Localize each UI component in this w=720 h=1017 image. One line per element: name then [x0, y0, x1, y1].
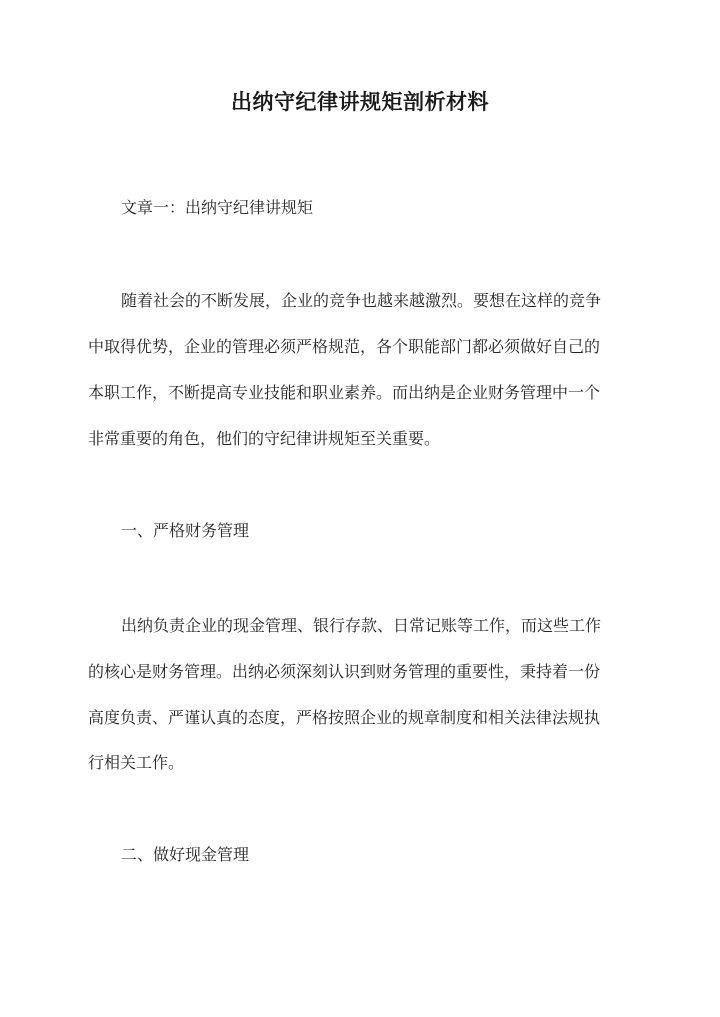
intro-line-4: 非常重要的角色，他们的守纪律讲规矩至关重要。: [88, 429, 441, 448]
section-1-line-4: 行相关工作。: [88, 753, 185, 772]
document-title: 出纳守纪律讲规矩剖析材料: [231, 89, 489, 114]
section-1-line-2: 的核心是财务管理。出纳必须深刻认识到财务管理的重要性，秉持着一份: [88, 662, 601, 681]
intro-line-1: 随着社会的不断发展，企业的竞争也越来越激烈。要想在这样的竞争: [121, 291, 602, 310]
section-1-line-3: 高度负责、严谨认真的态度，严格按照企业的规章制度和相关法律法规执: [88, 708, 601, 727]
article-heading: 文章一：出纳守纪律讲规矩: [121, 198, 314, 217]
section-1-line-1: 出纳负责企业的现金管理、银行存款、日常记账等工作，而这些工作: [121, 616, 602, 635]
section-2-heading: 二、做好现金管理: [121, 845, 250, 864]
intro-line-2: 中取得优势，企业的管理必须严格规范，各个职能部门都必须做好自己的: [88, 337, 601, 356]
intro-line-3: 本职工作，不断提高专业技能和职业素养。而出纳是企业财务管理中一个: [88, 383, 601, 402]
section-1-heading: 一、严格财务管理: [121, 521, 250, 540]
